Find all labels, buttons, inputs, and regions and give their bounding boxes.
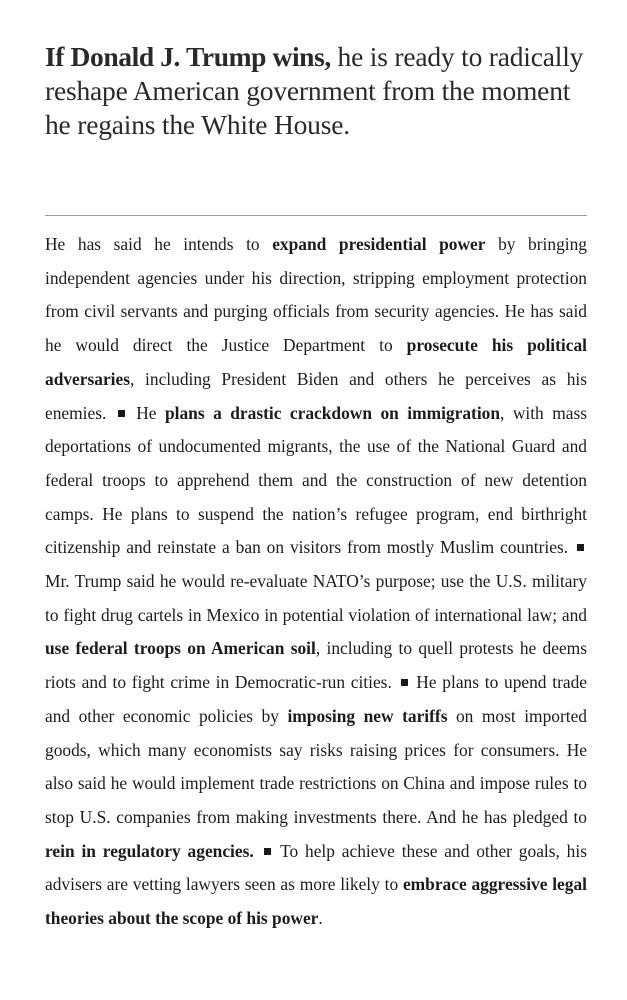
body-text: .: [318, 908, 323, 929]
body-paragraph: [45, 228, 587, 936]
body-text: Mr. Trump said he would re-evaluate NATO’s purpose; use the U.S. military to fight drug cartels in Mexico in potential violation of international law; and: [45, 571, 587, 625]
body-text: , including President Biden and others he perceives as his enemies.: [45, 368, 587, 423]
section-separator-square-icon: [401, 679, 408, 686]
bold-phrase: prosecute his political adversaries: [45, 335, 587, 389]
bold-phrase: use federal troops on American soil: [45, 638, 316, 659]
divider-rule: [45, 215, 587, 216]
section-separator-square-icon: [264, 848, 271, 855]
headline-rest: he is ready to radically reshape American government from the moment he regains the White House.: [45, 41, 584, 140]
section-separator-square-icon: [577, 544, 584, 551]
headline: [45, 40, 590, 142]
body-text: , with mass deportations of undocumented migrants, the use of the National Guard and federal troops to apprehend them and the construction of new detention camps. He plans to suspend the nation’s refugee program, end birthright citizenship and reinstate a ban on visitors from mostly Muslim countries.: [45, 402, 587, 558]
bold-phrase: imposing new tariffs: [287, 705, 448, 726]
section-separator-square-icon: [118, 410, 125, 417]
body-text: , including to quell protests he deems riots and to fight crime in Democratic-run cities.: [45, 638, 587, 693]
body-text: He plans to upend trade and other economic policies by: [45, 672, 587, 726]
body-text: [254, 841, 261, 861]
bold-phrase: rein in regulatory agencies.: [45, 840, 254, 861]
bold-phrase: plans a drastic crackdown on immigration: [164, 402, 501, 423]
body-text: by bringing independent agencies under his direction, stripping employment protection from civil servants and purging officials from security agencies. He has said he would direct the Justice Department to: [45, 234, 587, 356]
body-text: He has said he intends to: [45, 234, 273, 254]
body-text: To help achieve these and other goals, his advisers are vetting lawyers seen as more likely to: [45, 840, 587, 895]
bold-phrase: embrace aggressive legal theories about the scope of his power: [45, 874, 588, 929]
bold-phrase: expand presidential power: [272, 234, 486, 254]
headline-lead: If Donald J. Trump wins,: [45, 41, 331, 72]
body-text: He: [127, 402, 165, 423]
body-text: on most imported goods, which many economists say risks raising prices for consumers. He also said he would implement trade restrictions on China and impose rules to stop U.S. companies from making investments there. And he has pledged to: [45, 705, 588, 827]
